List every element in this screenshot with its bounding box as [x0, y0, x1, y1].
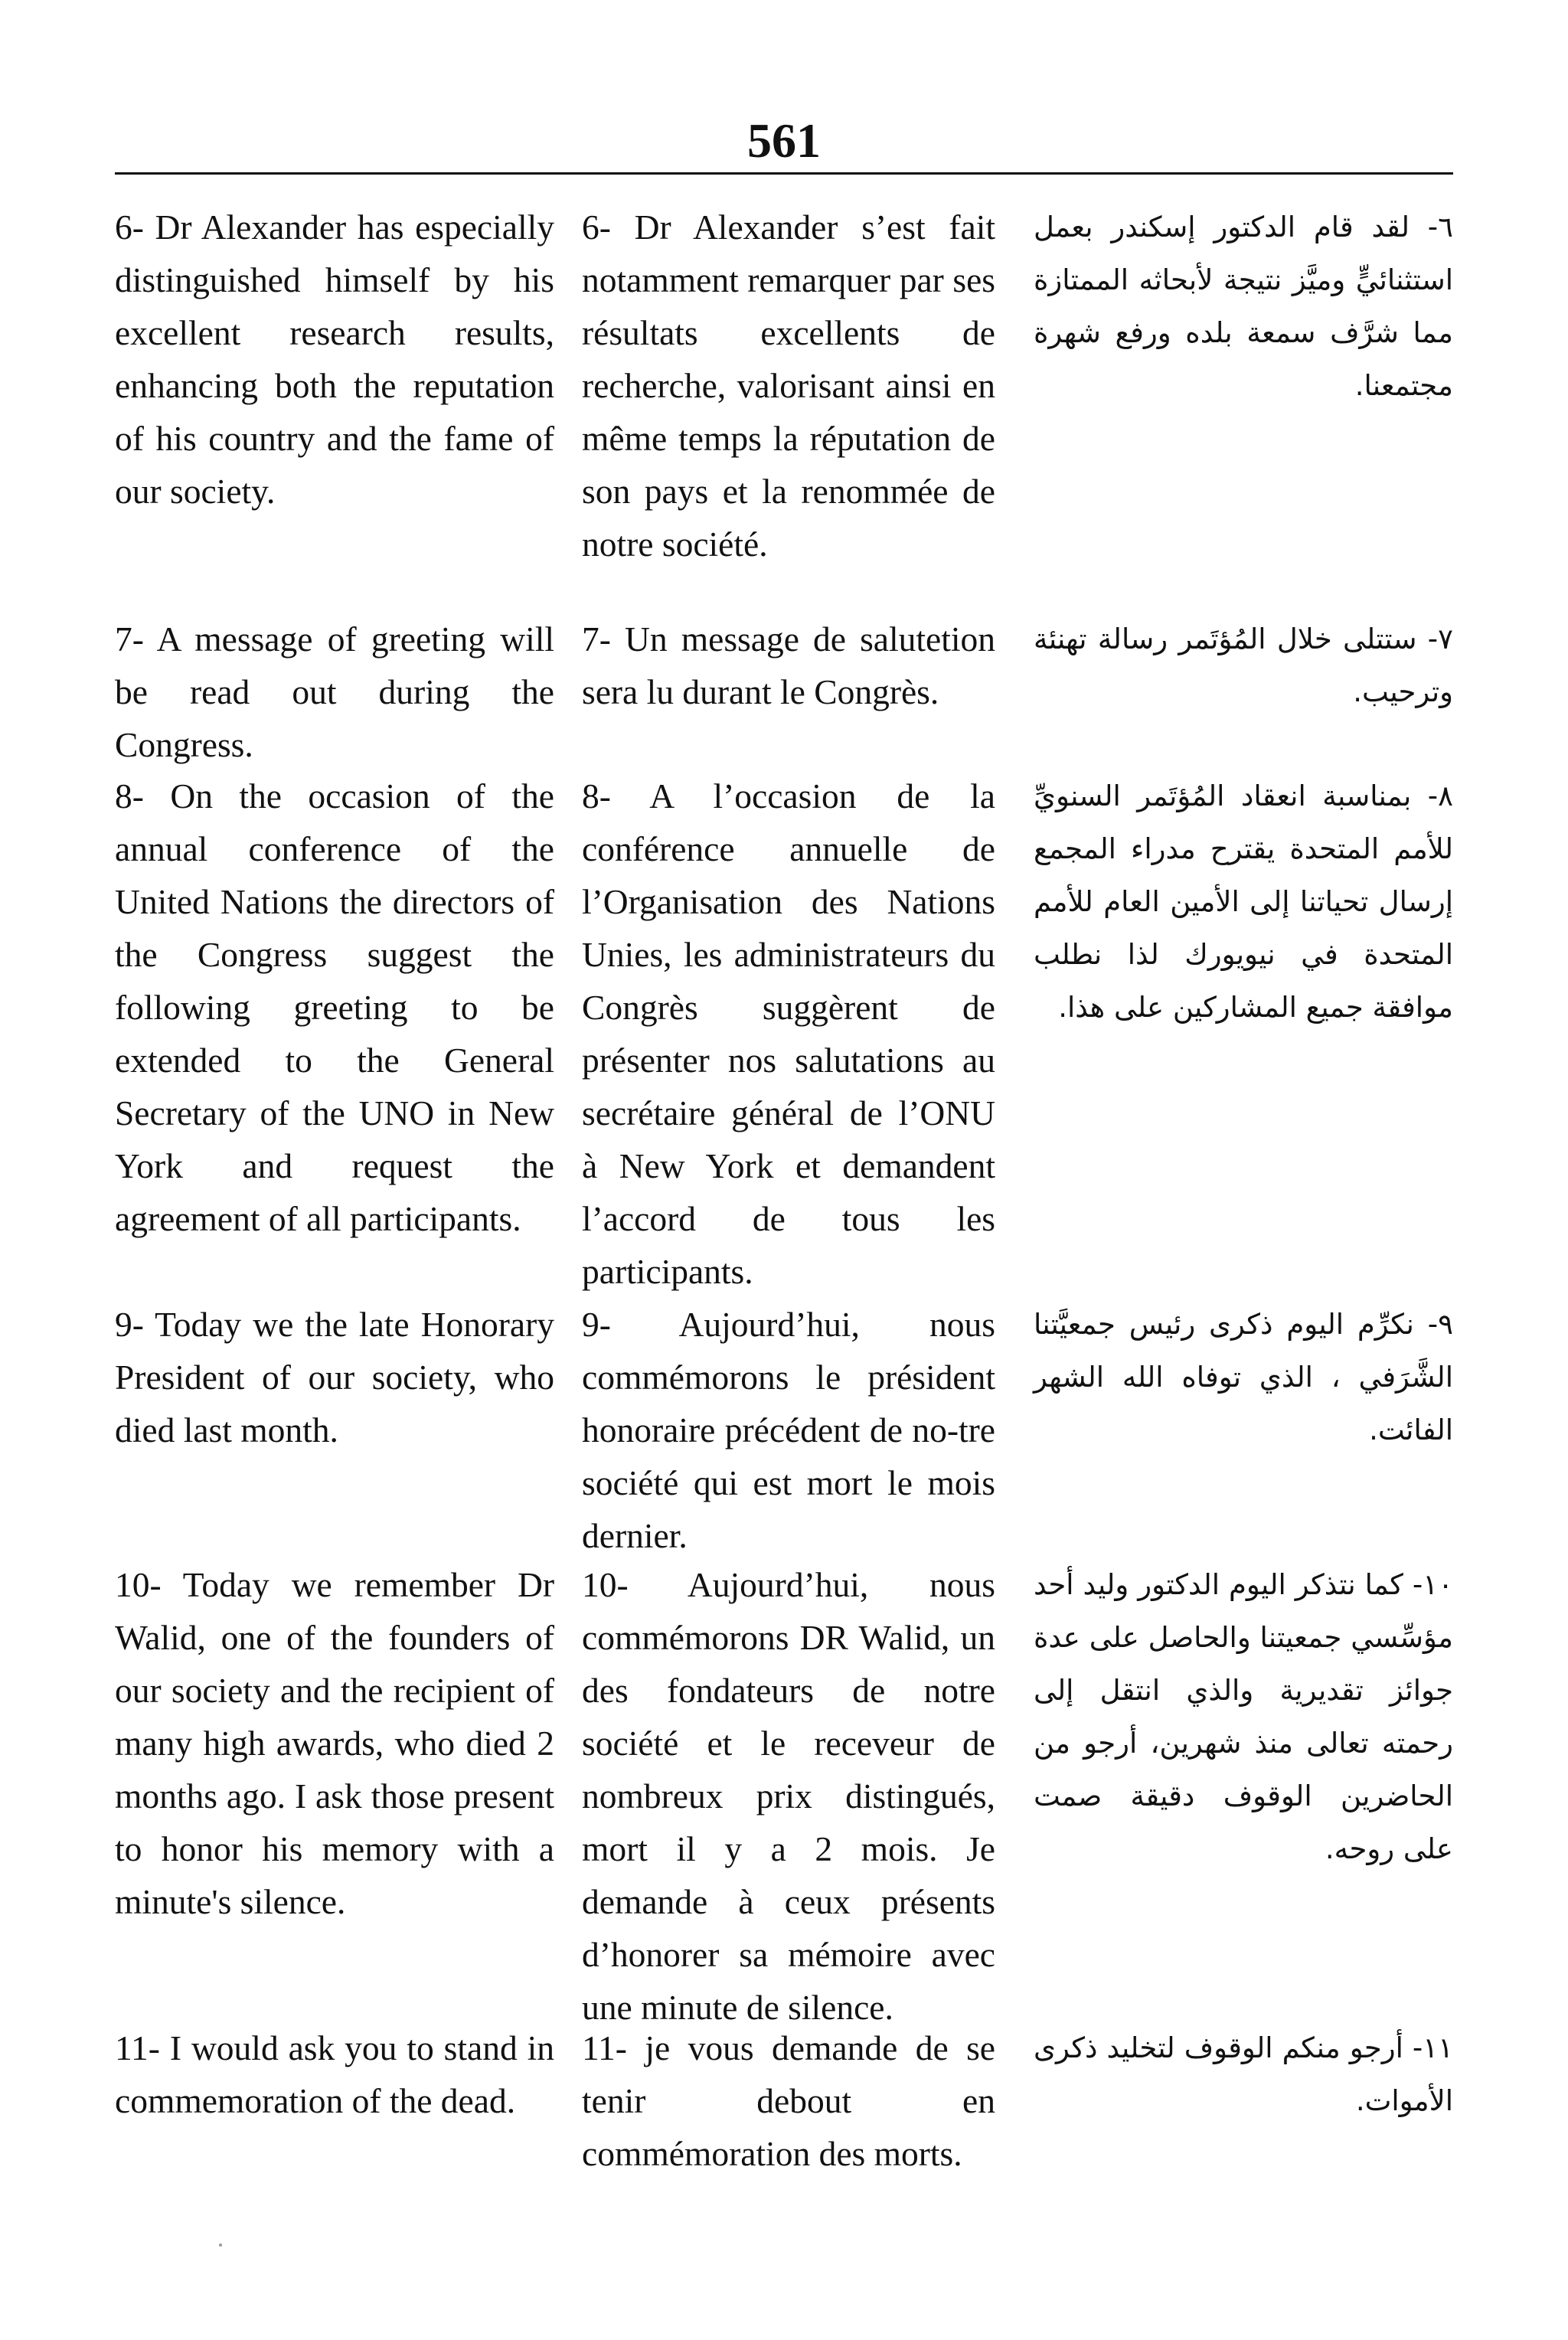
- entry-9-english: 9- Today we the late Honorary President of our society, who died last month.: [115, 1305, 554, 1449]
- entry-7-english: 7- A message of greeting will be read out during the Congress.: [115, 619, 554, 764]
- entry-11-french: 11- je vous demande de se tenir debout en commémoration des morts.: [582, 2028, 995, 2173]
- entry-9-french: 9- Aujourd’hui, nous commémorons le président honoraire précédent de no-tre société qui est mort le mois dernier.: [582, 1305, 995, 1555]
- entry-7-arabic: ٧- ستتلى خلال المُؤتَمر رسالة تهنئة وترحيب.: [1034, 623, 1453, 708]
- scan-speck: [219, 2244, 222, 2247]
- entry-10-arabic: ١٠- كما نتذكر اليوم الدكتور وليد أحد مؤسِّسي جمعيتنا والحاصل على عدة جوائز تقديرية والذي انتقل إلى رحمته تعالى منذ شهرين، أرجو من الحاضرين الوقوف دقيقة صمت على روحه.: [1034, 1568, 1453, 1865]
- entry-6-english: 6- Dr Alexander has especially distinguished himself by his excellent research results, enhancing both the reputation of his country and the fame of our society.: [115, 208, 554, 511]
- entry-11: [0, 2021, 1568, 2173]
- entry-9-arabic: ٩- نكرِّم اليوم ذكرى رئيس جمعيَّتنا الشَّرَفي ، الذي توفاه الله الشهر الفائت.: [1034, 1308, 1453, 1446]
- entry-8-french: 8- A l’occasion de la conférence annuelle de l’Organisation des Nations Unies, les administrateurs du Congrès suggèrent de présenter nos salutations au secrétaire général de l’ONU à New York et demandent l’accord de tous les participants.: [582, 776, 995, 1291]
- entry-7-french: 7- Un message de salutetion sera lu durant le Congrès.: [582, 619, 995, 711]
- entry-11-english: 11- I would ask you to stand in commemoration of the dead.: [115, 2028, 554, 2120]
- entry-8-arabic: ٨- بمناسبة انعقاد المُؤتَمر السنويِّ للأمم المتحدة يقترح مدراء المجمع إرسال تحياتنا إلى الأمين العام للأمم المتحدة في نيويورك لذا نطلب موافقة جميع المشاركين على هذا.: [1034, 779, 1453, 1024]
- entry-11-arabic: ١١- أرجو منكم الوقوف لتخليد ذكرى الأموات.: [1034, 2031, 1453, 2117]
- entry-9: [0, 1298, 1568, 1555]
- entry-10-french: 10- Aujourd’hui, nous commémorons DR Walid, un des fondateurs de notre société et le receveur de nombreux prix distingués, mort il y a 2 mois. Je demande à ceux présents d’honorer sa mémoire avec une minute de silence.: [582, 1565, 995, 2027]
- entry-6-arabic: ٦- لقد قام الدكتور إسكندر بعمل استثنائيٍّ وميَّز نتيجة لأبحاثه الممتازة مما شرَّف سمعة بلده ورفع شهرة مجتمعنا.: [1034, 211, 1453, 402]
- page-number: 561: [747, 113, 821, 168]
- entry-8-english: 8- On the occasion of the annual conference of the United Nations the directors of the Congress suggest the following greeting to be extended to the General Secretary of the UNO in New York and request the agreement of all participants.: [115, 776, 554, 1238]
- entry-6-french: 6- Dr Alexander s’est fait notamment remarquer par ses résultats excellents de recherche, valorisant ainsi en même temps la réputation de son pays et la renommée de notre société.: [582, 208, 995, 564]
- header-rule: [115, 172, 1453, 175]
- entry-10-english: 10- Today we remember Dr Walid, one of the founders of our society and the recipient of many high awards, who died 2 months ago. I ask those present to honor his memory with a minute's silence.: [115, 1565, 554, 1921]
- entry-10: [0, 1558, 1568, 2027]
